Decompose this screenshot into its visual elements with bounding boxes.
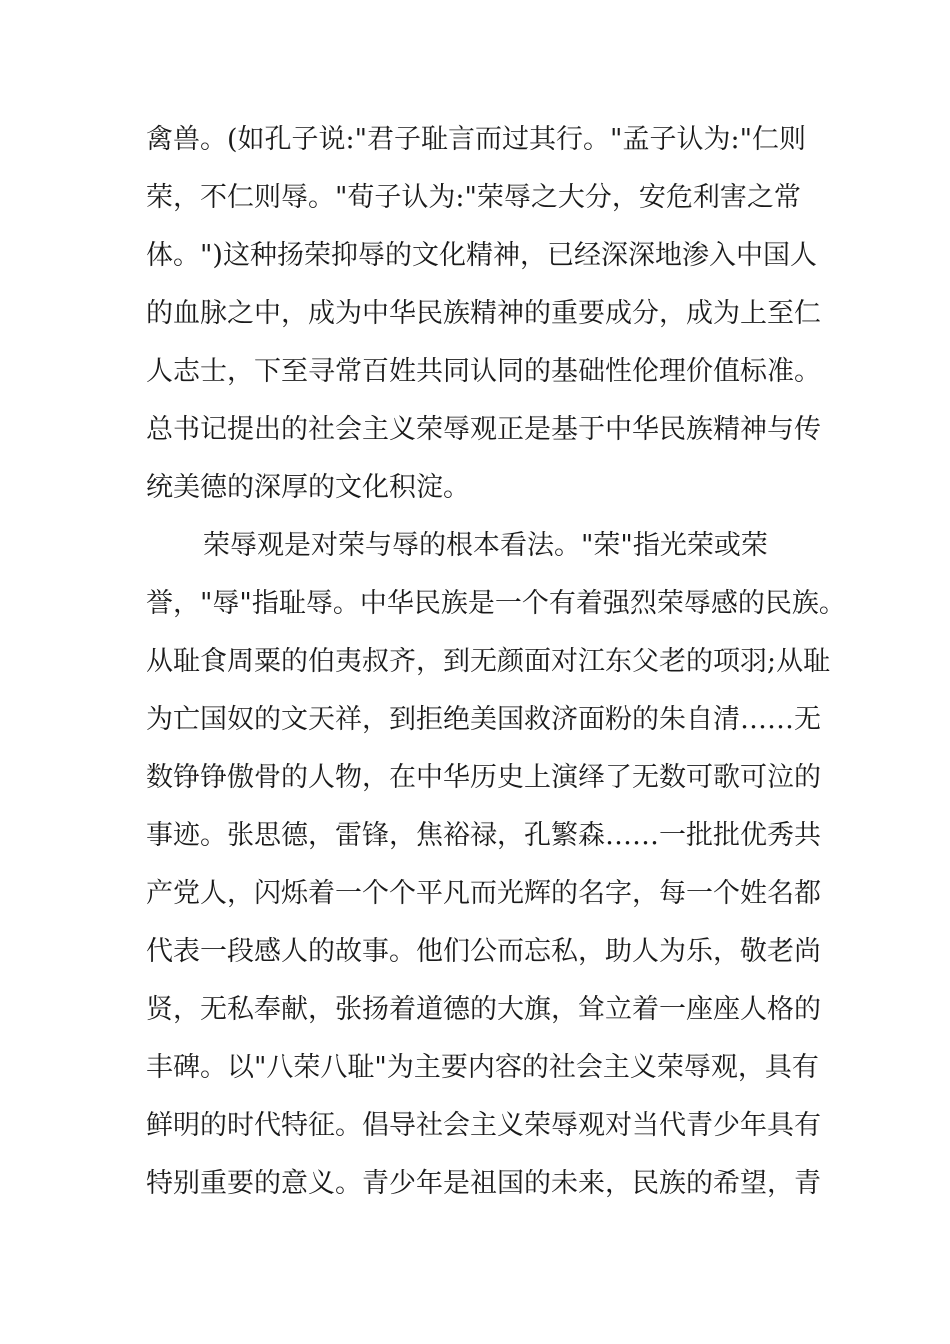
text-line: 禽兽。(如孔子说:"君子耻言而过其行。"孟子认为:"仁则 — [146, 124, 806, 155]
text-line: 总书记提出的社会主义荣辱观正是基于中华民族精神与传 — [146, 414, 821, 445]
text-line: 为亡国奴的文天祥，到拒绝美国救济面粉的朱自清……无 — [146, 704, 821, 735]
text-line: 贤，无私奉献，张扬着道德的大旗，耸立着一座座人格的 — [146, 994, 821, 1025]
text-line: 鲜明的时代特征。倡导社会主义荣辱观对当代青少年具有 — [146, 1110, 821, 1141]
text-line: 代表一段感人的故事。他们公而忘私，助人为乐，敬老尚 — [146, 936, 821, 967]
text-line: 事迹。张思德，雷锋，焦裕禄，孔繁森……一批批优秀共 — [146, 820, 821, 851]
text-line: 誉，"辱"指耻辱。中华民族是一个有着强烈荣辱感的民族。 — [146, 588, 846, 619]
text-line: 体。")这种扬荣抑辱的文化精神，已经深深地渗入中国人 — [146, 240, 817, 271]
text-line: 人志士，下至寻常百姓共同认同的基础性伦理价值标准。 — [146, 356, 821, 387]
text-line: 荣，不仁则辱。"荀子认为:"荣辱之大分，安危利害之常 — [146, 182, 801, 213]
text-line: 丰碑。以"八荣八耻"为主要内容的社会主义荣辱观，具有 — [146, 1052, 819, 1083]
text-line: 特别重要的意义。青少年是祖国的未来，民族的希望，青 — [146, 1168, 821, 1199]
text-line: 的血脉之中，成为中华民族精神的重要成分，成为上至仁 — [146, 298, 821, 329]
text-line: 从耻食周粟的伯夷叔齐，到无颜面对江东父老的项羽;从耻 — [146, 646, 831, 677]
text-line: 产党人，闪烁着一个个平凡而光辉的名字，每一个姓名都 — [146, 878, 821, 909]
text-line: 统美德的深厚的文化积淀。 — [146, 472, 470, 503]
paragraph-first-line: 荣辱观是对荣与辱的根本看法。"荣"指光荣或荣 — [203, 530, 768, 561]
text-line: 数铮铮傲骨的人物，在中华历史上演绎了无数可歌可泣的 — [146, 762, 821, 793]
